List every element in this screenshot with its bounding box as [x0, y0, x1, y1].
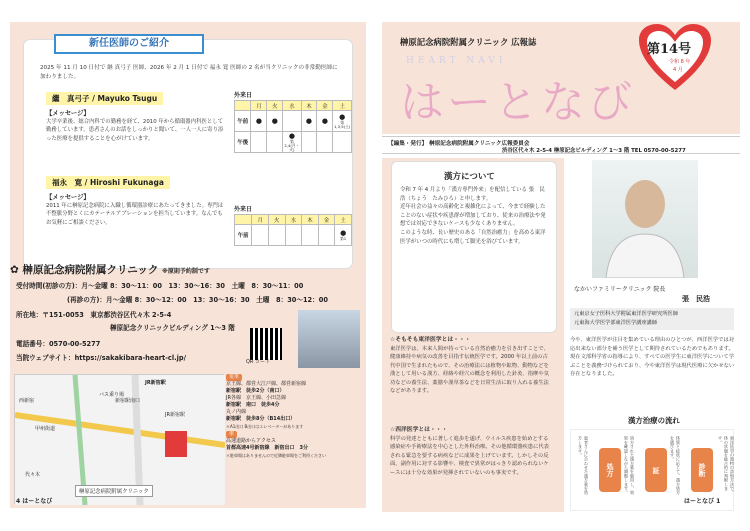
- map-bus-label: バス乗り場: [99, 392, 125, 398]
- right-column-text: 今や、東洋医学が注目を集めている理由のひとつが、西洋医学では対応出来ない部分を補う医学として期待されているためでもあります。現在文部科学省の指導により、すべての医学生に東洋医学について学ぶことを義務づけられており、今や東洋医学は現代医療に欠かせない存在となりました。: [570, 337, 735, 378]
- hours1-time: 8：30～11：00 13：30～16：30 土曜 8：30～11：00: [110, 282, 304, 290]
- access-note1: ＊A1出口 B出口はエレベーターがあります: [226, 424, 304, 429]
- flow-step-diagnosis: 診断: [691, 448, 713, 492]
- clinic-flower-icon: ✿: [10, 264, 19, 276]
- new-doctors-intro: 2025 年 11 月 10 日付で 継 真弓子 医師、2026 年 2 月 1 日付で 福永 寛 医師の 2 名が当クリニックの非常勤医師に加わりました。: [40, 65, 338, 80]
- map-label-koshu: 甲州街道: [35, 426, 56, 432]
- qr-label: QR コード: [246, 359, 270, 365]
- map-label-shinjuku: JR新宿駅: [145, 380, 166, 386]
- clinic-note: ※原則予約制です: [162, 268, 210, 275]
- flow-text2: 体質と症状に応じて、漢方処方を選びます。: [670, 436, 681, 495]
- map-label-shinjuku2: JR新宿駅: [165, 412, 185, 418]
- map-label-yoyogi: 代々木: [25, 472, 41, 478]
- kanpo-p1: 令和 7 年 4 月より「漢方専門外来」を配信している 張 民浩（ちょう たみひろ）と申します。: [400, 187, 545, 202]
- d1-am-sat-note: 第1,3,5(土): [333, 119, 351, 129]
- day2-mon: 月: [252, 215, 269, 225]
- clinic-name: [10, 262, 210, 277]
- issue-heart-icon: [637, 22, 713, 92]
- row2-am: 午前: [235, 225, 252, 246]
- flow-step-sho: 証: [645, 448, 667, 492]
- station2: 新宿駅 南口 徒歩4分: [226, 402, 280, 408]
- kanpo-box: [392, 162, 556, 332]
- car-access: 高速道路からアクセス: [226, 438, 276, 444]
- station3: 新宿駅 徒歩8分（B14出口）: [226, 416, 296, 422]
- issue-era: 令和 8 年: [669, 59, 691, 65]
- kanpo-title: 漢方について: [444, 172, 495, 182]
- qr-code: [250, 328, 282, 360]
- kanpo-p3: このような時、長い歴史のある「自然治癒力」を高める東洋医学がいつの時代にも増して脚光を浴びています。: [400, 229, 546, 245]
- station1: 新宿駅 徒歩2分（南口）: [226, 388, 285, 394]
- day-tue: 火: [267, 101, 283, 111]
- section3: [390, 426, 550, 477]
- building-photo: [298, 310, 360, 368]
- left-page: [10, 22, 366, 508]
- right-page: [382, 22, 740, 508]
- edit-info-bar: [382, 136, 740, 154]
- section2-body: 東洋医学は、本来人間が持っている自然治癒力を引き出すことで、健康維持や病気の改善を目指す伝統医学です。2000 年以上前の古代中国で生まれたもので、その治療法には植物や鉱物、動物などを漢として用いる漢方、経絡や経穴の概念を利用した針灸、指摩や気功などの養生法、薬膳や漢草茶などを日常生活に取り入れる養生法などがあります。: [390, 345, 549, 394]
- new-doctors-box: [24, 40, 352, 268]
- d1-pm-wed-mark: ●: [288, 131, 295, 140]
- doctor-photo: [592, 160, 698, 278]
- doctor1-message-heading: 【メッセージ】: [46, 110, 90, 117]
- train2: JR各線 京王線、小田急線: [226, 395, 286, 401]
- d2-am-thu: [302, 225, 319, 246]
- section3-heading: ☆西洋医学とは・・・: [390, 427, 448, 433]
- d2-am-sat-note: 第1: [340, 235, 347, 241]
- d2-am-sat-mark: ●: [340, 228, 347, 237]
- doctor2-message: 2011 年に榊原記念病院に入職し循環器診療にあたってきました。専門は不整脈分野とくにカテーテルアブレーションを担当しています。なんでもお気軽にご相談ください。: [46, 203, 224, 226]
- d1-am-fri: ●: [317, 111, 333, 132]
- access-map: [14, 374, 224, 504]
- doctor2-message-heading: 【メッセージ】: [46, 194, 90, 201]
- doctor-affiliation: なかいファミリークリニック 院長: [574, 286, 666, 293]
- section2-heading: ☆そもそも東洋医学とは・・・: [390, 337, 471, 343]
- phone: 電話番号：0570-00-5277: [16, 340, 101, 348]
- hours2-time: 8：30～12：00 13：30～16：30 土曜 8：30～12：00: [134, 296, 328, 304]
- flow-text1: 東洋医学の独特の診察方法で、体の状態を総合的に判断します。: [718, 436, 735, 495]
- new-doctors-title: 新任医師のご紹介: [54, 34, 204, 54]
- flow-text3: 処方された漢方薬を服用し、効果を確認しながら調整します。: [624, 436, 635, 495]
- day-fri: 金: [317, 101, 333, 111]
- d1-pm-mon: [251, 132, 267, 153]
- issue-month: 4 月: [673, 67, 683, 73]
- day2-wed: 水: [285, 215, 302, 225]
- car-note: ＊駐車場はありませんので近隣駐車場をご利用ください: [226, 453, 326, 458]
- publisher-title: 榊原記念病院附属クリニック 広報誌: [400, 37, 537, 47]
- map-label-nishishinjuku: 西新宿: [19, 398, 35, 404]
- d1-am-mon: ●: [251, 111, 267, 132]
- d1-am-sat-mark: ●: [339, 112, 346, 121]
- day-wed: 水: [283, 101, 301, 111]
- d1-pm-sat: [333, 132, 352, 153]
- address-line: 渋谷区代々木 2-5-4 榊原記念ビルディング 1～3 階 TEL 0570-00-5277: [502, 148, 686, 154]
- map-clinic-label: 榊原記念病院附属クリニック: [75, 485, 153, 497]
- doctor1-schedule: [234, 100, 352, 153]
- main-title: はーとなび: [400, 77, 635, 128]
- row-am: 午前: [235, 111, 251, 132]
- d2-am-wed: [285, 225, 302, 246]
- d1-pm-fri: [317, 132, 333, 153]
- doctor-photo-graphic: [592, 160, 698, 278]
- access-info: [226, 374, 356, 504]
- d1-pm-wed-note: 第2,4(月・火): [284, 138, 300, 152]
- row-pm: 午後: [235, 132, 251, 153]
- section2: [390, 336, 550, 396]
- schedule-corner: [235, 101, 251, 111]
- right-page-footer: はーとなび 1: [684, 498, 721, 505]
- d1-pm-thu: [301, 132, 317, 153]
- hours2-label: (再診の方)：月～金曜: [67, 296, 133, 304]
- doctor2-name: 福永 寛 / Hiroshi Fukunaga: [46, 176, 170, 189]
- train1: 京王線、都営大江戸線、都営新宿線: [226, 381, 307, 387]
- flow-title: 漢方治療の流れ: [628, 416, 680, 425]
- d1-am-sat: [333, 111, 352, 132]
- map-label-south-exit: 新宿駅南口: [115, 398, 141, 404]
- kanpo-p2: 近年社会の益々の高齢化と複雑化によって、今まで経験したことのない症状や疾患群が増加しており、従来の治療法や発想では対応できないケースも少なくありません。: [400, 204, 546, 228]
- car-route: 首都高速4号新宿線 新宿出口 3分: [226, 445, 308, 451]
- address-line2: 榊原記念クリニックビルディング 1～3 階: [110, 324, 235, 332]
- d2-am-fri: [318, 225, 335, 246]
- d1-pm-wed: [283, 132, 301, 153]
- day2-tue: 火: [268, 215, 285, 225]
- d2-am-mon: [252, 225, 269, 246]
- left-page-footer: 4 はーとなび: [16, 498, 53, 505]
- d1-pm-tue: [267, 132, 283, 153]
- doctor1-message: 大学卒業後、総合内科での勤務を経て、2010 年から循環器内科医として勤務しています。患者さんのお話をしっかりと聞いて、一人一人に寄り添った医療を提供することを心がけています。: [46, 119, 224, 142]
- doctor1-name: 繼 真弓子 / Mayuko Tsugu: [46, 92, 163, 105]
- doctor-career: [570, 308, 734, 330]
- d1-am-tue: ●: [267, 111, 283, 132]
- heart-navi-label: HEART NAVI: [406, 56, 507, 66]
- website[interactable]: 当院ウェブサイト：https://sakakibara-heart-cl.jp/: [16, 354, 186, 362]
- hours1-label: 受付時間(初診の方)：月～金曜: [16, 282, 108, 290]
- career1: 元東京女子医科大学附属東洋医学研究所医師: [574, 311, 678, 317]
- doctor2-schedule-heading: 外来日: [234, 206, 253, 213]
- doctor-name: 張 民浩: [682, 295, 710, 303]
- issue-number: 第14号: [647, 42, 692, 57]
- doctor2-schedule: [234, 214, 352, 246]
- address: 所在地：〒151-0053 東京都渋谷区代々木 2-5-4: [16, 311, 172, 319]
- schedule2-corner: [235, 215, 252, 225]
- section3-body: 科学の発達とともに著しく進歩を遂げ、ウイルス疾患を始めとする感染症や手術療法を中心とした外科治療。その他循環器疾患に代表される緊急を要する病疾などに成果を上げています。しかしその反面、副作用に対する影響や、検査で異常がはっきり認められないケースには十分な効果が発揮されていないのも事実です。: [390, 435, 549, 476]
- kanpo-body: [400, 186, 550, 246]
- train3: 丸ノ内線: [226, 409, 247, 415]
- flow-step-prescription: 処方: [599, 448, 621, 492]
- day-sat: 土: [333, 101, 352, 111]
- doctor1-schedule-heading: 外来日: [234, 92, 253, 99]
- day2-fri: 金: [318, 215, 335, 225]
- day-mon: 月: [251, 101, 267, 111]
- d1-am-thu: ●: [301, 111, 317, 132]
- train-tag: 電車: [226, 374, 242, 381]
- car-tag: 車: [226, 431, 237, 438]
- d1-am-wed: [283, 111, 301, 132]
- edit-line: 【編集・発行】 榊原記念病院附属クリニック広報委員会: [388, 141, 530, 147]
- day2-thu: 木: [302, 215, 319, 225]
- clinic-name-text: 榊原記念病院附属クリニック: [22, 264, 159, 276]
- flow-text4: 患者さんに合わせた漢方薬を処方します。: [578, 436, 589, 495]
- hours1: [16, 280, 303, 290]
- d2-am-tue: [268, 225, 285, 246]
- career2: 元東海大学医学部東洋医学講座講師: [574, 320, 658, 326]
- d2-am-sat: [335, 225, 352, 246]
- day2-sat: 土: [335, 215, 352, 225]
- hours2: [67, 294, 328, 304]
- day-thu: 木: [301, 101, 317, 111]
